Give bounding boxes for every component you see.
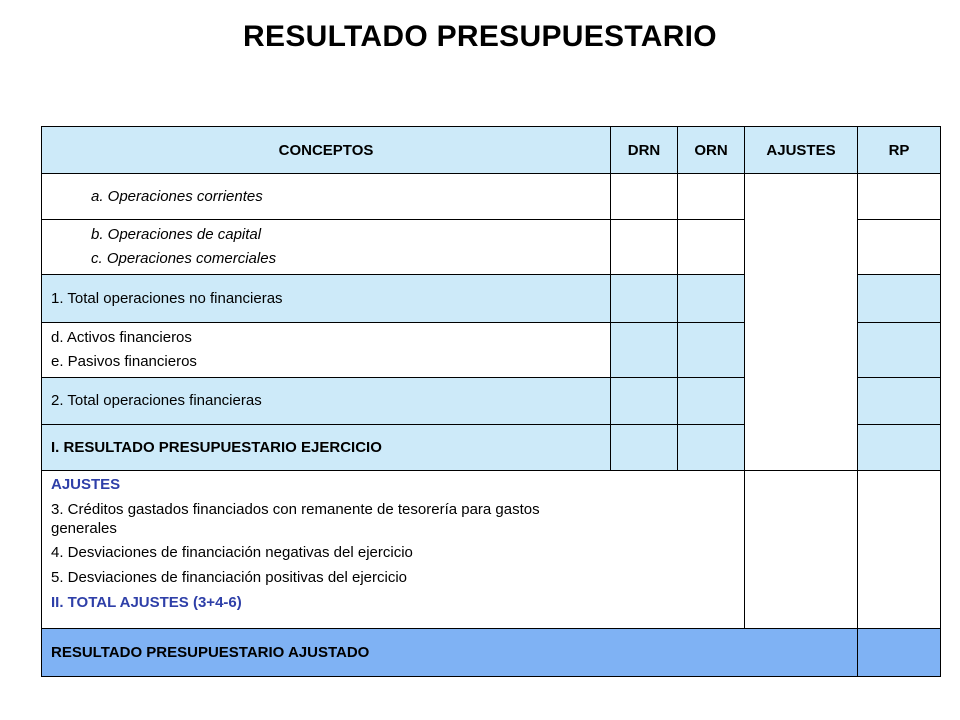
label-pasivos-financieros: e. Pasivos financieros [51, 353, 197, 370]
page-title: RESULTADO PRESUPUESTARIO [243, 20, 717, 53]
label-total-no-financieras: 1. Total operaciones no financieras [42, 275, 611, 323]
cell-drn [611, 275, 678, 323]
budget-result-table [41, 126, 941, 677]
cell-rp [858, 220, 941, 275]
label-resultado-ejercicio: I. RESULTADO PRESUPUESTARIO EJERCICIO [42, 425, 611, 471]
label-operaciones-comerciales: c. Operaciones comerciales [91, 250, 277, 267]
cell-drn [611, 220, 678, 275]
label-resultado-ajustado: RESULTADO PRESUPUESTARIO AJUSTADO [42, 629, 858, 677]
cell-rp [858, 425, 941, 471]
label-creditos-gastados: 3. Créditos gastados financiados con remanente de tesorería para gastos generales [51, 501, 540, 537]
cell-rp [858, 629, 941, 677]
cell-rp [858, 323, 941, 378]
label-activos-financieros: d. Activos financieros [51, 329, 192, 346]
cell-drn [611, 174, 678, 220]
cell-orn [678, 323, 745, 378]
cell-ajustes [745, 471, 858, 629]
label-total-ajustes: II. TOTAL AJUSTES (3+4-6) [51, 594, 242, 611]
row-operaciones-corrientes [42, 174, 941, 220]
cell-orn [678, 220, 745, 275]
cell-orn [678, 275, 745, 323]
cell-orn [678, 425, 745, 471]
label-activos-pasivos [42, 323, 611, 378]
label-desviaciones-positivas: 5. Desviaciones de financiación positivas del ejercicio [51, 569, 408, 586]
label-desviaciones-negativas: 4. Desviaciones de financiación negativas del ejercicio [51, 544, 413, 561]
ajustes-title: AJUSTES [51, 476, 121, 493]
cell-drn [611, 323, 678, 378]
header-ajustes: AJUSTES [745, 127, 858, 174]
header-orn: ORN [678, 127, 745, 174]
cell-rp [858, 378, 941, 425]
cell-rp [858, 471, 941, 629]
cell-drn [611, 425, 678, 471]
cell-ajustes-merged [745, 174, 858, 471]
row-ajustes [42, 471, 941, 629]
cell-drn [611, 378, 678, 425]
label-operaciones-corrientes: a. Operaciones corrientes [42, 174, 611, 220]
label-total-financieras: 2. Total operaciones financieras [42, 378, 611, 425]
ajustes-section [42, 471, 745, 629]
label-operaciones-capital-comerciales [42, 220, 611, 275]
header-row [42, 127, 941, 174]
header-drn: DRN [611, 127, 678, 174]
cell-rp [858, 275, 941, 323]
cell-orn [678, 378, 745, 425]
cell-orn [678, 174, 745, 220]
cell-rp [858, 174, 941, 220]
header-conceptos: CONCEPTOS [42, 127, 611, 174]
header-rp: RP [858, 127, 941, 174]
label-operaciones-capital: b. Operaciones de capital [91, 226, 262, 243]
row-resultado-ajustado [42, 629, 941, 677]
